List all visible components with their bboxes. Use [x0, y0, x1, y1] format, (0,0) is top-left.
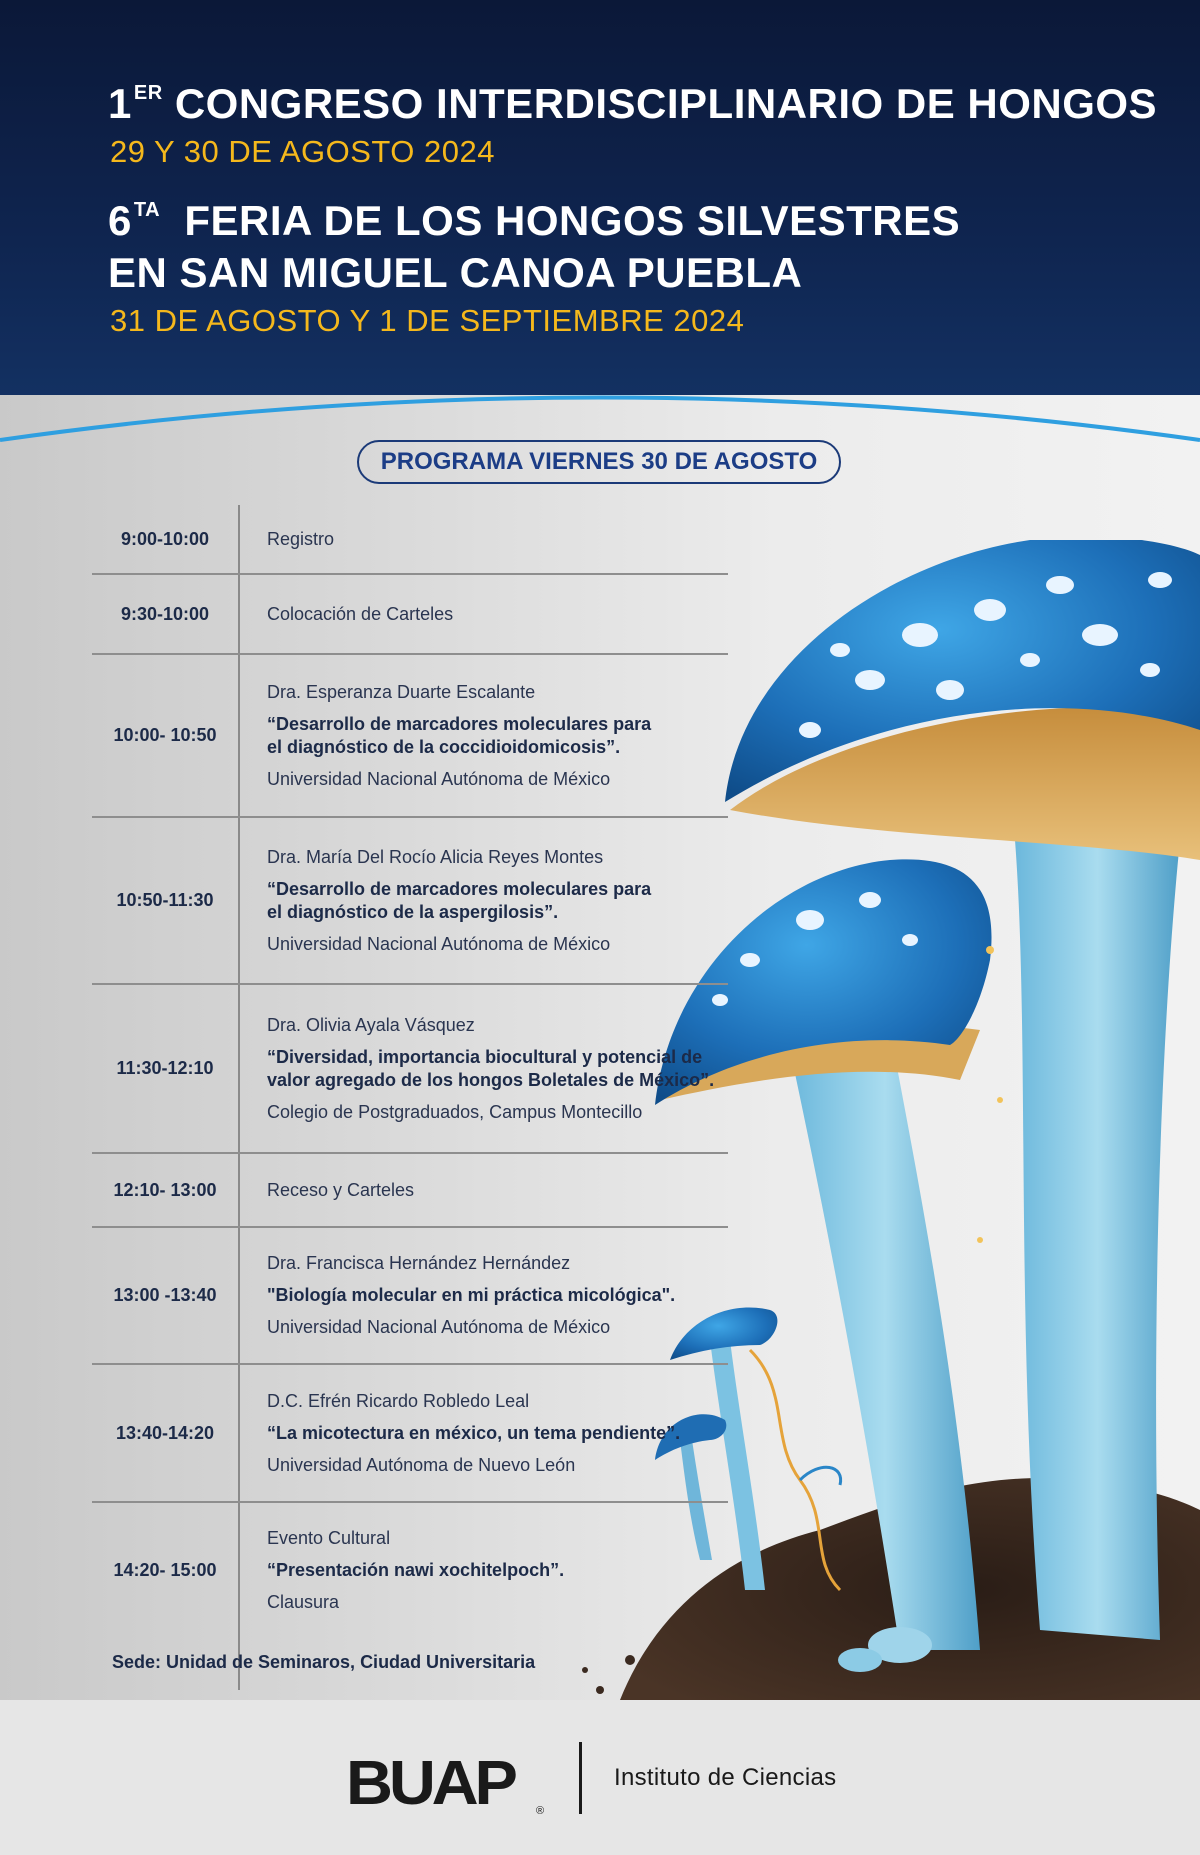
institute-name: Instituto de Ciencias: [614, 1764, 837, 1791]
institution: Universidad Nacional Autónoma de México: [267, 768, 611, 789]
speaker-name: Dra. Esperanza Duarte Escalante: [267, 681, 536, 702]
congress-date: 29 Y 30 DE AGOSTO 2024: [110, 134, 495, 169]
schedule-row: [92, 505, 728, 575]
fair-date: 31 DE AGOSTO Y 1 DE SEPTIEMBRE 2024: [110, 303, 745, 338]
schedule-row: [92, 575, 728, 655]
schedule-row: [92, 1154, 728, 1228]
institution: Universidad Autónoma de Nuevo León: [267, 1454, 576, 1475]
schedule-row: [92, 655, 728, 818]
talk-title: “La micotectura en méxico, un tema pendiente”.: [267, 1422, 681, 1443]
venue-note: Sede: Unidad de Seminaros, Ciudad Universitaria: [112, 1652, 536, 1672]
activity: Colocación de Carteles: [267, 603, 454, 624]
fair-location: EN SAN MIGUEL CANOA PUEBLA: [108, 249, 803, 296]
time-slot: 9:30-10:00: [120, 603, 210, 624]
registered-mark: ®: [536, 1805, 545, 1817]
footer: [0, 1700, 1200, 1855]
talk-title: “Presentación nawi xochitelpoch”.: [267, 1560, 565, 1580]
program-title: PROGRAMA VIERNES 30 DE AGOSTO: [357, 440, 841, 484]
schedule-row: [92, 1503, 728, 1638]
activity: Registro: [267, 528, 335, 549]
buap-logo: BUAP: [346, 1749, 514, 1818]
time-slot: 11:30-12:10: [116, 1058, 214, 1078]
speaker-name: Dra. Francisca Hernández Hernández: [267, 1253, 571, 1273]
talk-title: “Diversidad, importancia biocultural y potencial de valor agregado de los hongos Boletales de México”.: [267, 1046, 715, 1090]
institution: Colegio de Postgraduados, Campus Montecillo: [267, 1101, 643, 1122]
institution: Universidad Nacional Autónoma de México: [267, 1317, 611, 1337]
speaker-name: Dra. María Del Rocío Alicia Reyes Montes: [267, 846, 604, 867]
talk-title: “Desarrollo de marcadores moleculares para el diagnóstico de la coccidioidomicosis”.: [267, 713, 652, 757]
speaker-name: Dra. Olivia Ayala Vásquez: [267, 1014, 475, 1035]
schedule-row: [92, 818, 728, 985]
fair-title: 6 $^{TA}$ FERIA DE LOS HONGOS SILVESTRES: [108, 197, 961, 244]
time-slot: 13:00 -13:40: [113, 1285, 217, 1305]
time-slot: 10:00- 10:50: [113, 725, 217, 745]
talk-title: “Desarrollo de marcadores moleculares para el diagnóstico de la aspergilosis”.: [267, 878, 652, 922]
schedule-row: [92, 1228, 728, 1365]
time-slot: 10:50-11:30: [116, 890, 214, 910]
time-slot: 13:40-14:20: [115, 1422, 215, 1443]
speaker-name: D.C. Efrén Ricardo Robledo Leal: [267, 1390, 530, 1411]
talk-title: "Biología molecular en mi práctica micológica".: [267, 1285, 676, 1305]
institution: Universidad Nacional Autónoma de México: [267, 933, 611, 954]
time-slot: 12:10- 13:00: [113, 1179, 217, 1200]
schedule-row: [92, 1365, 728, 1503]
congress-title: 1 $^{ER}$ CONGRESO INTERDISCIPLINARIO DE HONGOS: [108, 80, 1158, 127]
time-slot: 9:00-10:00: [120, 528, 210, 549]
footer-separator: [579, 1742, 582, 1814]
institution: Clausura: [267, 1592, 340, 1612]
time-slot: 14:20- 15:00: [113, 1560, 217, 1580]
activity: Receso y Carteles: [267, 1179, 415, 1200]
speaker-name: Evento Cultural: [267, 1528, 391, 1548]
schedule-row: [92, 985, 728, 1154]
schedule: [92, 505, 728, 1638]
